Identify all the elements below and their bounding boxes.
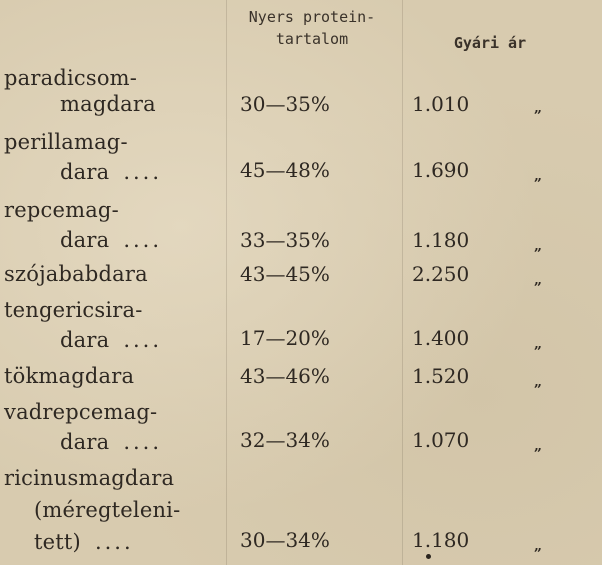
header-protein-line2: tartalom [275, 30, 349, 48]
row-name-text: dara [60, 228, 110, 252]
row-name-line [4, 160, 162, 184]
protein-value: 43—45% [240, 262, 330, 286]
row-name-line [4, 430, 162, 454]
ditto-mark: „ [534, 438, 543, 454]
header-protein-line1: Nyers protein- [248, 8, 376, 26]
price-value: 1.180 [412, 528, 470, 552]
row-name-line: tökmagdara [4, 364, 135, 388]
row-name-line [4, 228, 162, 252]
column-rule-right [402, 0, 403, 565]
row-name-text: dara [60, 430, 110, 454]
row-name-line: vadrepcemag- [4, 400, 158, 424]
row-name-line: tengericsira- [4, 298, 143, 322]
leader-dots: .... [123, 228, 163, 252]
protein-value: 43—46% [240, 364, 330, 388]
protein-value: 30—35% [240, 92, 330, 116]
protein-value: 45—48% [240, 158, 330, 182]
row-name-text: dara [60, 328, 110, 352]
ditto-mark: „ [534, 336, 543, 352]
price-value: 1.010 [412, 92, 470, 116]
leader-dots: .... [123, 160, 163, 184]
price-value: 1.520 [412, 364, 470, 388]
protein-value: 33—35% [240, 228, 330, 252]
row-name-line: repcemag- [4, 198, 119, 222]
protein-value: 30—34% [240, 528, 330, 552]
leader-dots: .... [123, 328, 163, 352]
row-name-line [4, 328, 162, 352]
column-rule-left [226, 0, 227, 565]
protein-value: 17—20% [240, 326, 330, 350]
ditto-mark: „ [534, 238, 543, 254]
price-value: 1.400 [412, 326, 470, 350]
price-value: 1.070 [412, 428, 470, 452]
ditto-mark: „ [534, 100, 543, 116]
leader-dots: .... [94, 530, 134, 554]
price-value: 1.690 [412, 158, 470, 182]
protein-value: 32—34% [240, 428, 330, 452]
row-name-line: szójababdara [4, 262, 148, 286]
ink-speck [426, 554, 431, 559]
row-name-line: paradicsom- [4, 66, 138, 90]
row-name-line: ricinusmagdara [4, 466, 175, 490]
row-name-line [4, 530, 134, 554]
header-price: Gyári ár [453, 34, 527, 52]
row-name-line: perillamag- [4, 130, 128, 154]
ditto-mark: „ [534, 272, 543, 288]
price-value: 2.250 [412, 262, 470, 286]
ditto-mark: „ [534, 168, 543, 184]
ditto-mark: „ [534, 374, 543, 390]
price-value: 1.180 [412, 228, 470, 252]
leader-dots: .... [123, 430, 163, 454]
row-name-line: magdara [60, 92, 156, 116]
row-name-text: tett) [34, 530, 81, 554]
row-name-line: (méregteleni- [34, 498, 181, 522]
row-name-text: dara [60, 160, 110, 184]
ditto-mark: „ [534, 538, 543, 554]
header-protein [222, 6, 402, 50]
